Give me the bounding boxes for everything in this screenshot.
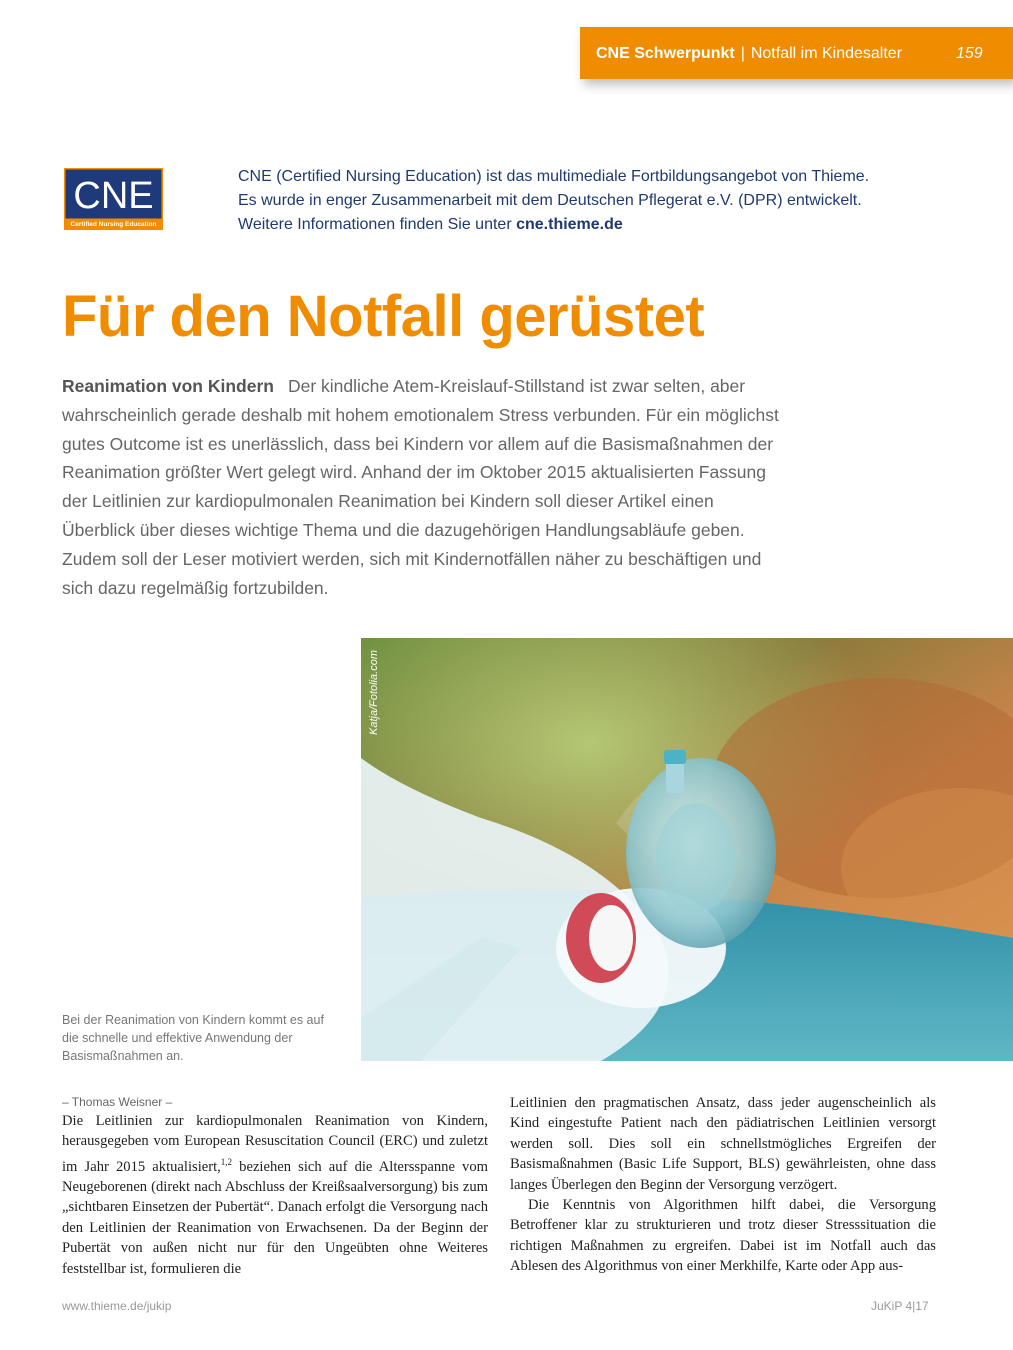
- section-name: CNE Schwerpunkt: [596, 45, 735, 62]
- intro-line-3: [238, 213, 958, 237]
- page-number: 159: [956, 45, 983, 62]
- body-text: beziehen sich auf die Altersspanne vom Neugeborenen (direkt nach Abschluss der Kreißsaalversorgung) bis zum „sichtbaren Einsetzen der Pubertät“. Danach erfolgt die Versorgung nach den Leitlinien der Reanimation von Erwachsenen. Da der Beginn der Pubertät von außen nicht nur für den Ungeübten ohne Weiteres feststellbar ist, formulieren die: [62, 1158, 488, 1277]
- article-photo: [361, 638, 1013, 1061]
- cne-website-link[interactable]: cne.thieme.de: [516, 216, 623, 233]
- author-line: – Thomas Weisner –: [62, 1095, 173, 1109]
- body-paragraph: [62, 1111, 488, 1279]
- section-header-text: [596, 45, 902, 63]
- lead-paragraph: [62, 372, 784, 602]
- cne-logo-text: CNE: [73, 175, 154, 217]
- photo-credit: Katja/Fotolia.com: [368, 650, 380, 735]
- body-column-left: [62, 1093, 488, 1279]
- lead-title: Reanimation von Kindern: [62, 376, 274, 396]
- section-topic: Notfall im Kindesalter: [750, 45, 903, 62]
- header-separator: |: [740, 45, 745, 62]
- cne-intro: [238, 165, 958, 237]
- body-paragraph: Die Kenntnis von Algorithmen hilft dabei, die Versorgung Betroffener klar zu strukturieren und trotz dieser Stresssituation die richtigen Maßnahmen zu ergreifen. Dabei ist im Notfall auch das Ablesen des Algorithmus von einer Merkhilfe, Karte oder App aus-: [510, 1197, 936, 1275]
- body-column-right: [510, 1093, 936, 1277]
- footer-website[interactable]: www.thieme.de/jukip: [62, 1299, 172, 1313]
- footer-issue: JuKiP 4|17: [871, 1299, 929, 1313]
- photo-caption: Bei der Reanimation von Kindern kommt es auf die schnelle und effektive Anwendung der Basismaßnahmen an.: [62, 1013, 324, 1063]
- intro-line-2: Es wurde in enger Zusammenarbeit mit dem Deutschen Pflegerat e.V. (DPR) entwickelt.: [238, 192, 862, 209]
- lead-text: Der kindliche Atem-Kreislauf-Stillstand ist zwar selten, aber wahrscheinlich gerade deshalb mit hohem emotionalem Stress verbunden. Für ein möglichst gutes Outcome ist es unerlässlich, dass bei Kindern vor allem auf die Basismaßnahmen der Reanimation größter Wert gelegt wird. Anhand der im Oktober 2015 aktualisierten Fassung der Leitlinien zur kardiopulmonalen Reanimation bei Kindern soll dieser Artikel einen Überblick über dieses wichtige Thema und die dazugehörigen Handlungsabläufe geben. Zudem soll der Leser motiviert werden, sich mit Kindernotfällen näher zu beschäftigen und sich dazu regelmäßig fortzubilden.: [62, 376, 779, 598]
- reference-superscript: 1,2: [220, 1156, 233, 1167]
- body-paragraph: Leitlinien den pragmatischen Ansatz, dass jeder augenscheinlich als Kind eingestufte Patient nach den pädiatrischen Leitlinien versorgt werden soll. Dies soll ein schnellstmögliches Ergreifen der Basismaßnahmen (Basic Life Support, BLS) gewährleisten, ohne dass langes Überlegen den Beginn der Versorgung verzögert.: [510, 1095, 936, 1193]
- intro-line-3-prefix: Weitere Informationen finden Sie unter: [238, 216, 517, 233]
- cne-logo: [64, 168, 163, 230]
- section-header-bar: [580, 27, 1013, 79]
- cne-logo-subtitle: Certified Nursing Education: [70, 221, 157, 228]
- body-text: Die Leitlinien zur kardiopulmonalen Reanimation von Kindern, herausgegeben vom European Resuscitation Council (ERC) und zuletzt im Jahr 2015 aktualisiert,: [62, 1113, 488, 1175]
- intro-line-1: CNE (Certified Nursing Education) ist das multimediale Fortbildungsangebot von Thieme.: [238, 168, 870, 185]
- article-headline: Für den Notfall gerüstet: [62, 284, 705, 349]
